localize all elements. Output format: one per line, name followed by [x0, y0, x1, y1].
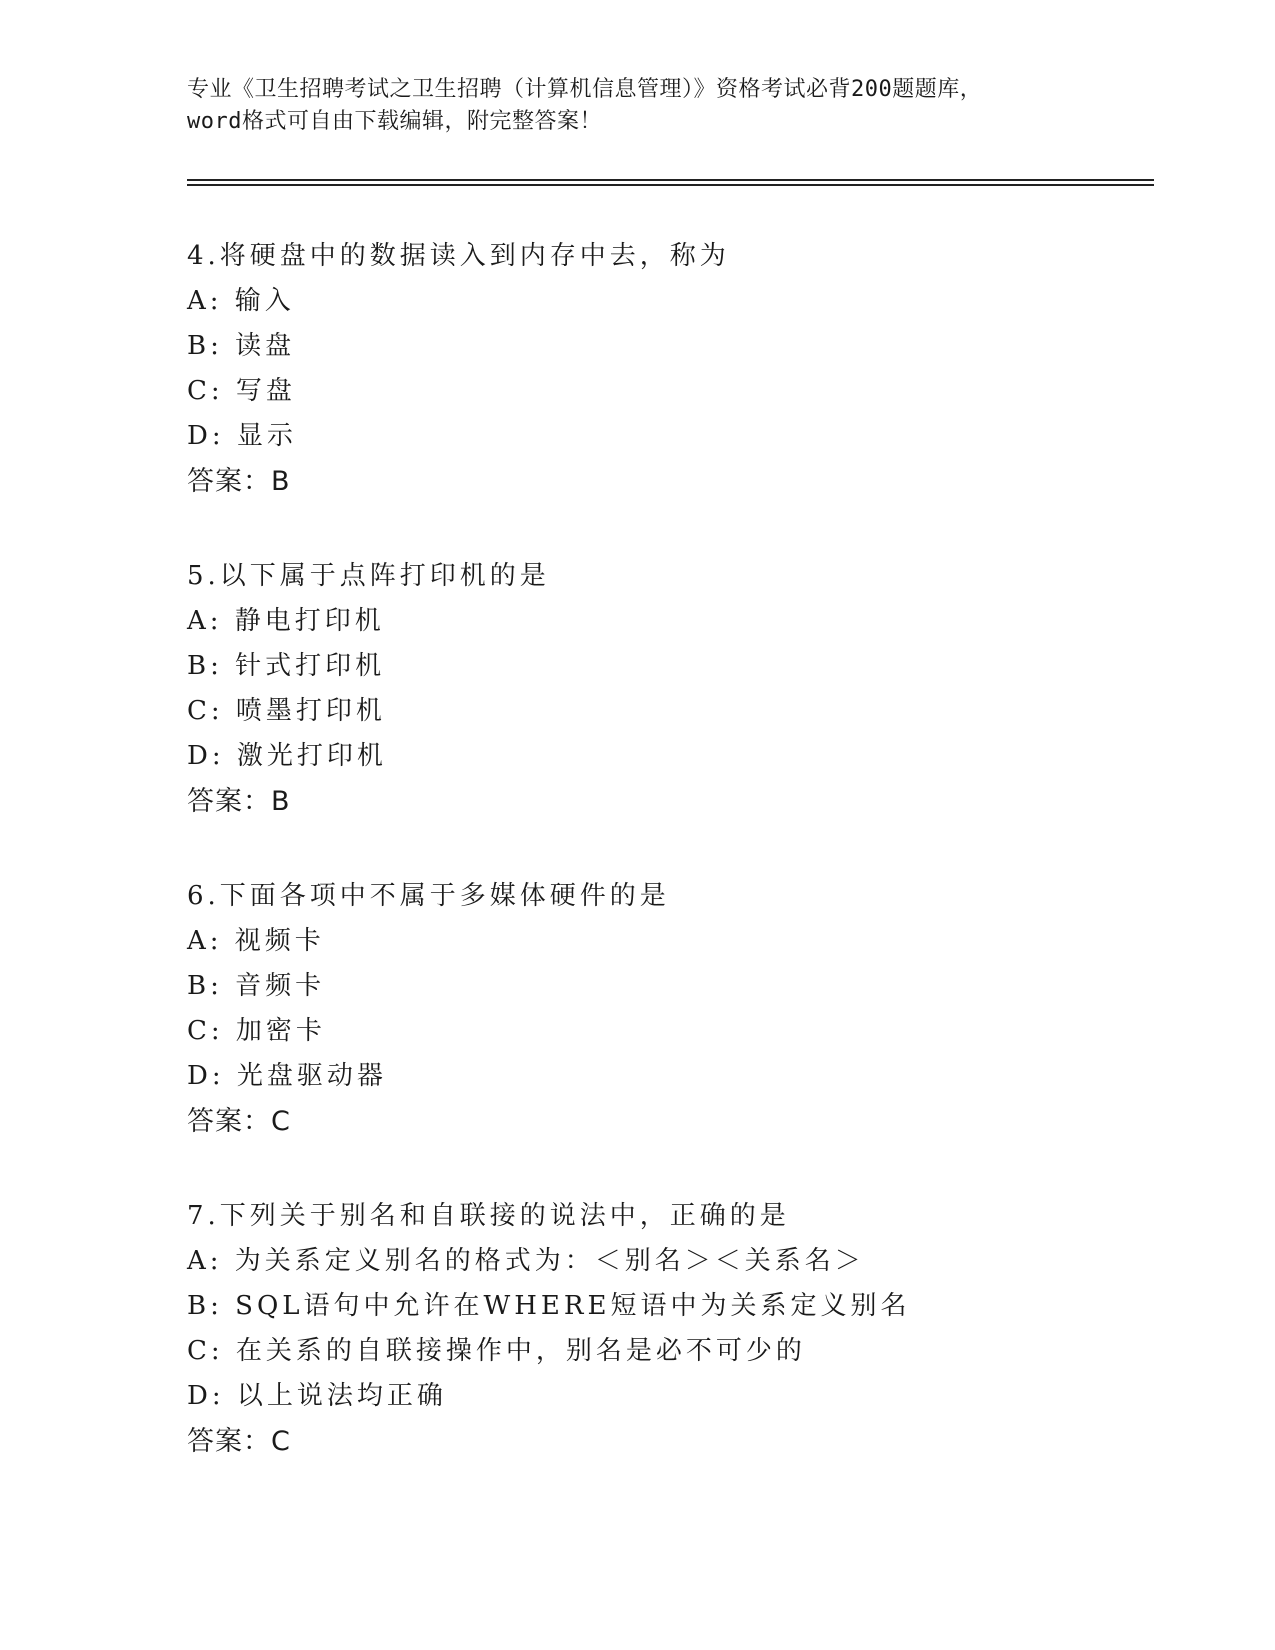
option-c: C: 加密卡 [187, 1016, 326, 1046]
question-4 [187, 234, 1147, 554]
header-line-1: 专业《卫生招聘考试之卫生招聘（计算机信息管理）》资格考试必背200题题库， [187, 77, 983, 102]
option-b: B: SQL语句中允许在WHERE短语中为关系定义别名 [187, 1291, 911, 1321]
question-7 [187, 1194, 1147, 1514]
option-a: A: 为关系定义别名的格式为：＜别名＞＜关系名＞ [187, 1246, 865, 1276]
option-b: B: 音频卡 [187, 971, 326, 1001]
option-b: B: 针式打印机 [187, 651, 386, 681]
answer-label: 答案：C [187, 1106, 291, 1137]
option-a: A: 视频卡 [187, 926, 325, 956]
question-stem: 6.下面各项中不属于多媒体硬件的是 [187, 881, 670, 911]
answer-label: 答案：B [187, 786, 291, 817]
question-stem: 5.以下属于点阵打印机的是 [187, 561, 550, 591]
option-d: D: 激光打印机 [187, 741, 387, 771]
answer-label: 答案：C [187, 1426, 291, 1457]
option-d: D: 光盘驱动器 [187, 1061, 387, 1091]
header-divider-bottom [187, 184, 1154, 186]
header-divider-top [187, 179, 1154, 181]
question-stem: 7.下列关于别名和自联接的说法中，正确的是 [187, 1201, 790, 1231]
answer-label: 答案：B [187, 466, 291, 497]
option-a: A: 静电打印机 [187, 606, 385, 636]
option-d: D: 以上说法均正确 [187, 1381, 447, 1411]
option-c: C: 喷墨打印机 [187, 696, 386, 726]
header-line-2: word格式可自由下载编辑，附完整答案！ [187, 109, 602, 134]
question-stem: 4.将硬盘中的数据读入到内存中去，称为 [187, 241, 730, 271]
option-c: C: 写盘 [187, 376, 296, 406]
question-6 [187, 874, 1147, 1194]
option-d: D: 显示 [187, 421, 297, 451]
document-header [187, 74, 1087, 138]
option-a: A: 输入 [187, 286, 295, 316]
question-5 [187, 554, 1147, 874]
option-b: B: 读盘 [187, 331, 296, 361]
question-list [187, 234, 1147, 1514]
option-c: C: 在关系的自联接操作中，别名是必不可少的 [187, 1336, 806, 1366]
